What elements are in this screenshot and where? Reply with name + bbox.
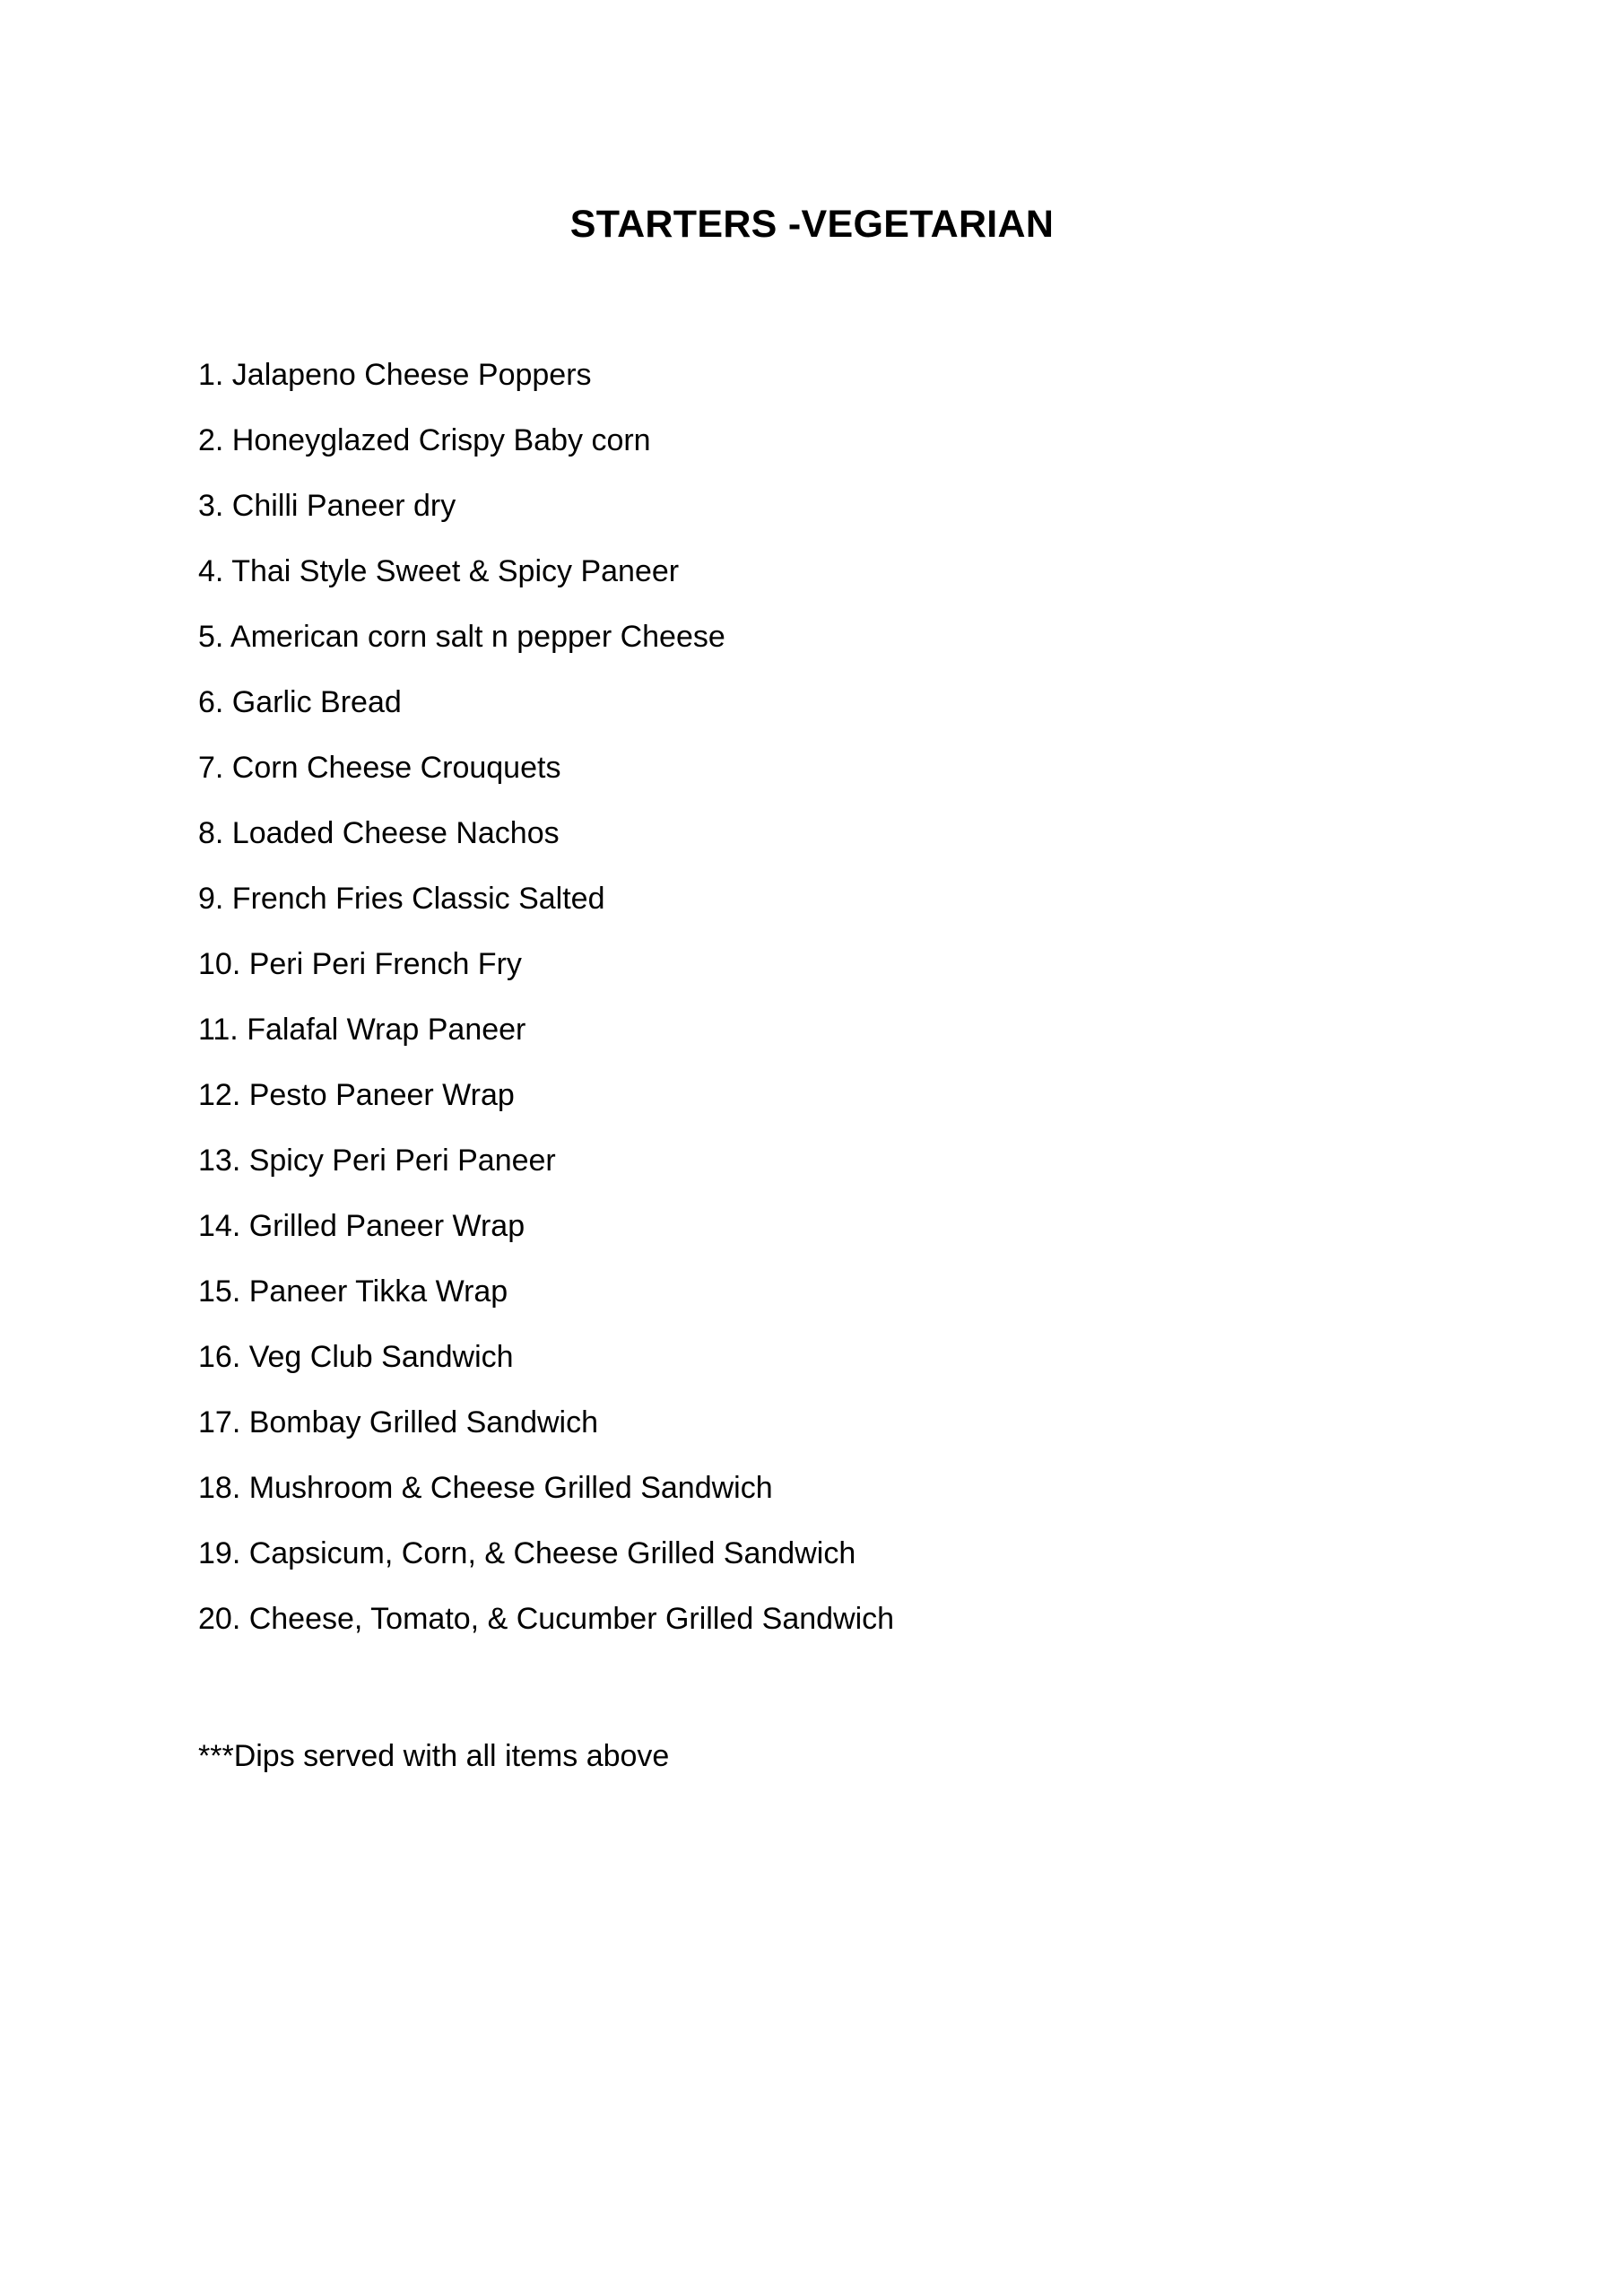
menu-item: 5. American corn salt n pepper Cheese — [198, 620, 725, 654]
menu-item: 13. Spicy Peri Peri Paneer — [198, 1144, 556, 1178]
menu-item: 4. Thai Style Sweet & Spicy Paneer — [198, 554, 680, 588]
menu-item: 6. Garlic Bread — [198, 685, 402, 719]
menu-item: 20. Cheese, Tomato, & Cucumber Grilled Sandwich — [198, 1602, 895, 1636]
menu-item: 10. Peri Peri French Fry — [198, 947, 522, 981]
menu-item: 14. Grilled Paneer Wrap — [198, 1209, 525, 1243]
menu-item: 12. Pesto Paneer Wrap — [198, 1078, 515, 1112]
menu-item: 11. Falafal Wrap Paneer — [198, 1013, 526, 1047]
menu-item: 2. Honeyglazed Crispy Baby corn — [198, 423, 651, 457]
menu-item: 3. Chilli Paneer dry — [198, 489, 456, 523]
menu-item: 7. Corn Cheese Crouquets — [198, 751, 561, 785]
menu-item: 18. Mushroom & Cheese Grilled Sandwich — [198, 1471, 773, 1505]
menu-item: 17. Bombay Grilled Sandwich — [198, 1405, 599, 1439]
menu-item: 16. Veg Club Sandwich — [198, 1340, 514, 1374]
menu-item: 15. Paneer Tikka Wrap — [198, 1274, 508, 1309]
menu-item: 9. French Fries Classic Salted — [198, 882, 605, 916]
page-title: STARTERS -VEGETARIAN — [569, 203, 1055, 246]
menu-item: 19. Capsicum, Corn, & Cheese Grilled Sandwich — [198, 1536, 856, 1570]
menu-item: 1. Jalapeno Cheese Poppers — [198, 358, 592, 392]
menu-item: 8. Loaded Cheese Nachos — [198, 816, 560, 850]
dips-note: ***Dips served with all items above — [198, 1739, 670, 1773]
menu-list — [198, 355, 894, 1665]
